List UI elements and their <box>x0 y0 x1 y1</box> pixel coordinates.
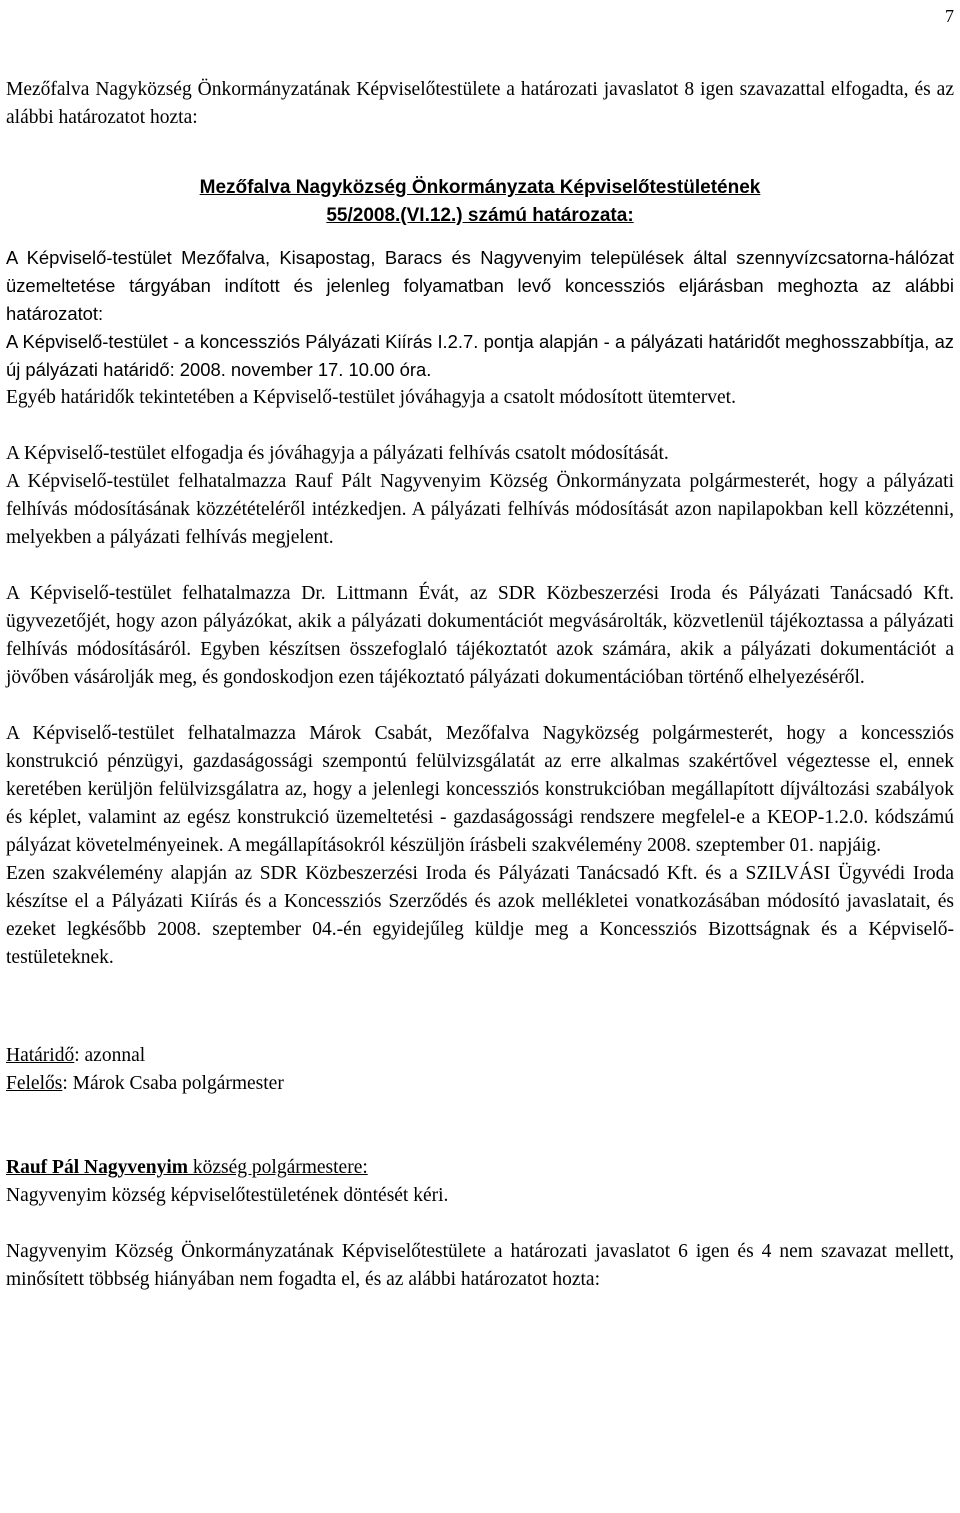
resolution-heading-line2: 55/2008.(VI.12.) számú határozata: <box>326 205 634 226</box>
paragraph-5: A Képviselő-testület felhatalmazza Rauf Pált Nagyvenyim Község Önkormányzata polgármesterét, hogy a pályázati felhívás módosításának közzétételéről intézkedjen. A pályázati felhívás módosítását azon napilapokban kell közzétenni, melyekben a pályázati felhívás megjelent. <box>6 471 954 548</box>
intro-paragraph: Mezőfalva Nagyközség Önkormányzatának Képviselőtestülete a határozati javaslatot 8 igen szavazattal elfogadta, és az alábbi határozatot hozta: <box>6 79 954 128</box>
final-paragraph: Nagyvenyim Község Önkormányzatának Képviselőtestülete a határozati javaslatot 6 igen és 4 nem szavazat mellett, minősített többség hiányában nem fogadta el, és az alábbi határozatot hozta: <box>6 1241 954 1290</box>
paragraph-8: Ezen szakvélemény alapján az SDR Közbeszerzési Iroda és Pályázati Tanácsadó Kft. és a SZILVÁSI Ügyvédi Iroda készítse el a Pályázati Kiírás és a Koncessziós Szerződés és azok mellékletei vonatkozásában módosító javaslatait, és ezeket legkésőbb 2008. szeptember 04.-én egyidejűleg küldje meg a Koncessziós Bizottságnak és a Képviselő-testületeknek. <box>6 863 954 968</box>
paragraph-6: A Képviselő-testület felhatalmazza Dr. Littmann Évát, az SDR Közbeszerzési Iroda és Pályázati Tanácsadó Kft. ügyvezetőjét, hogy azon pályázókat, akik a pályázati dokumentációt megvásárolták, közvetlenül tájékoztassa a pályázati felhívás módosításáról. Egyben készítsen összefoglaló tájékoztatót azok számára, akik a pályázati dokumentációt a jövőben vásárolják meg, és gondoskodjon ezen tájékoztató pályázati dokumentációban történő elhelyezéséről. <box>6 583 954 688</box>
resolution-heading <box>6 174 954 230</box>
paragraph-3: Egyéb határidők tekintetében a Képviselő-testület jóváhagyja a csatolt módosított ütemtervet. <box>6 387 736 408</box>
deadline-label: Határidő <box>6 1045 75 1066</box>
paragraph-2: A Képviselő-testület - a koncessziós Pályázati Kiírás I.2.7. pontja alapján - a pályázati határidőt meghosszabbítja, az új pályázati határidő: 2008. november 17. 10.00 óra. <box>6 331 954 380</box>
page-number: 7 <box>945 6 954 26</box>
responsible-value: : Márok Csaba polgármester <box>62 1073 284 1094</box>
speaker-line <box>6 1154 954 1182</box>
paragraph-7: A Képviselő-testület felhatalmazza Márok Csabát, Mezőfalva Nagyközség polgármesterét, hogy a koncessziós konstrukció pénzügyi, gazdaságossági szempontú felülvizsgálatát az erre alkalmas szakértővel végeztesse el, ennek keretében kerüljön felülvizsgálatra az, hogy a jelenlegi koncessziós konstrukcióban megállapított díjváltozási szabályok és képlet, valamint az egész konstrukció üzemeltetési - gazdaságossági rendszere megfelel-e a KEOP-1.2.0. kódszámú pályázat követelményeinek. A megállapításokról készüljön írásbeli szakvélemény 2008. szeptember 01. napjáig. <box>6 723 954 856</box>
deadline-value: : azonnal <box>74 1045 146 1066</box>
paragraph-4: A Képviselő-testület elfogadja és jóváhagyja a pályázati felhívás csatolt módosítását. <box>6 443 669 464</box>
responsible-line <box>6 1070 954 1098</box>
resolution-heading-line1: Mezőfalva Nagyközség Önkormányzata Képviselőtestületének <box>199 177 761 198</box>
speaker-name: Rauf Pál Nagyvenyim <box>6 1157 188 1178</box>
speaker-role: község polgármestere: <box>188 1157 368 1178</box>
responsible-label: Felelős <box>6 1073 63 1094</box>
document-body <box>6 76 954 1294</box>
speaker-request: Nagyvenyim község képviselőtestületének döntését kéri. <box>6 1185 449 1206</box>
deadline-line <box>6 1042 954 1070</box>
paragraph-1: A Képviselő-testület Mezőfalva, Kisapostag, Baracs és Nagyvenyim települések által szennyvízcsatorna-hálózat üzemeltetése tárgyában indított és jelenleg folyamatban levő koncessziós eljárásban meghozta az alábbi határozatot: <box>6 247 954 324</box>
